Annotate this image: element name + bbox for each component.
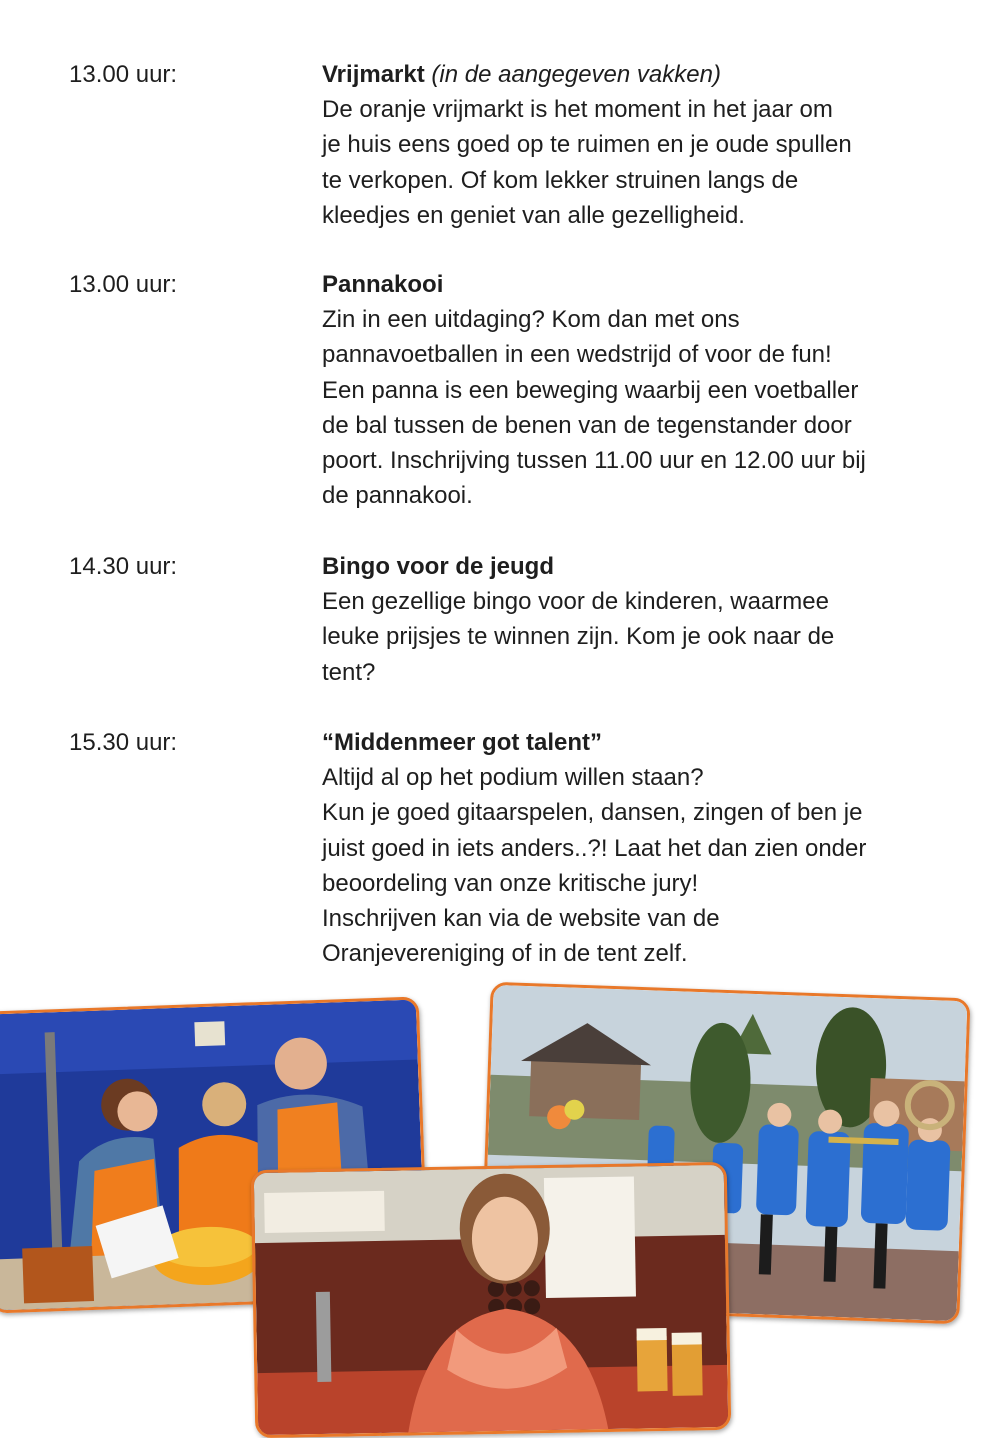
description-line: Inschrijven kan via de website van de: [322, 905, 720, 933]
event-content: [322, 725, 922, 971]
description-line: kleedjes en geniet van alle gezelligheid.: [322, 201, 745, 229]
description-line: pannavoetballen in een wedstrijd of voor de fun!: [322, 341, 832, 369]
event-title: [322, 57, 922, 92]
event-content: [322, 267, 922, 513]
event-time: 13.00 uur:: [69, 61, 178, 88]
description-line: juist goed in iets anders..?! Laat het dan zien onder: [322, 834, 867, 862]
description-line: tent?: [322, 658, 376, 686]
event-description: [322, 302, 922, 513]
description-line: Zin in een uitdaging? Kom dan met ons: [322, 306, 740, 334]
description-line: Oranjevereniging of in de tent zelf.: [322, 940, 688, 968]
description-line: beoordeling van onze kritische jury!: [322, 869, 699, 897]
description-line: leuke prijsjes te winnen zijn. Kom je ook naar de: [322, 623, 835, 651]
description-line: Een panna is een beweging waarbij een voetballer: [322, 376, 859, 404]
event-title: “Middenmeer got talent”: [322, 729, 603, 756]
event-content: [322, 549, 922, 690]
description-line: te verkopen. Of kom lekker struinen langs de: [322, 166, 799, 194]
description-line: Een gezellige bingo voor de kinderen, waarmee: [322, 588, 829, 616]
description-line: de pannakooi.: [322, 482, 473, 510]
description-line: je huis eens goed op te ruimen en je oude spullen: [322, 131, 852, 159]
photo-bar-woman-illustration: [254, 1165, 729, 1435]
event-description: [322, 760, 922, 971]
event-description: [322, 92, 922, 233]
event-subtitle: (in de aangegeven vakken): [431, 61, 721, 88]
description-line: Kun je goed gitaarspelen, dansen, zingen of ben je: [322, 799, 863, 827]
event-time: 15.30 uur:: [69, 729, 178, 756]
event-content: [322, 57, 922, 233]
event-description: [322, 584, 922, 690]
event-time: 14.30 uur:: [69, 553, 178, 580]
description-line: de bal tussen de benen van de tegenstander door: [322, 411, 852, 439]
event-time: 13.00 uur:: [69, 271, 178, 298]
description-line: poort. Inschrijving tussen 11.00 uur en 12.00 uur bij: [322, 447, 866, 475]
event-title-text: Vrijmarkt: [322, 61, 425, 88]
description-line: De oranje vrijmarkt is het moment in het jaar om: [322, 96, 833, 124]
event-title: Bingo voor de jeugd: [322, 553, 554, 580]
photo-bar-woman: [251, 1162, 732, 1438]
description-line: Altijd al op het podium willen staan?: [322, 764, 704, 792]
event-title: Pannakooi: [322, 271, 444, 298]
